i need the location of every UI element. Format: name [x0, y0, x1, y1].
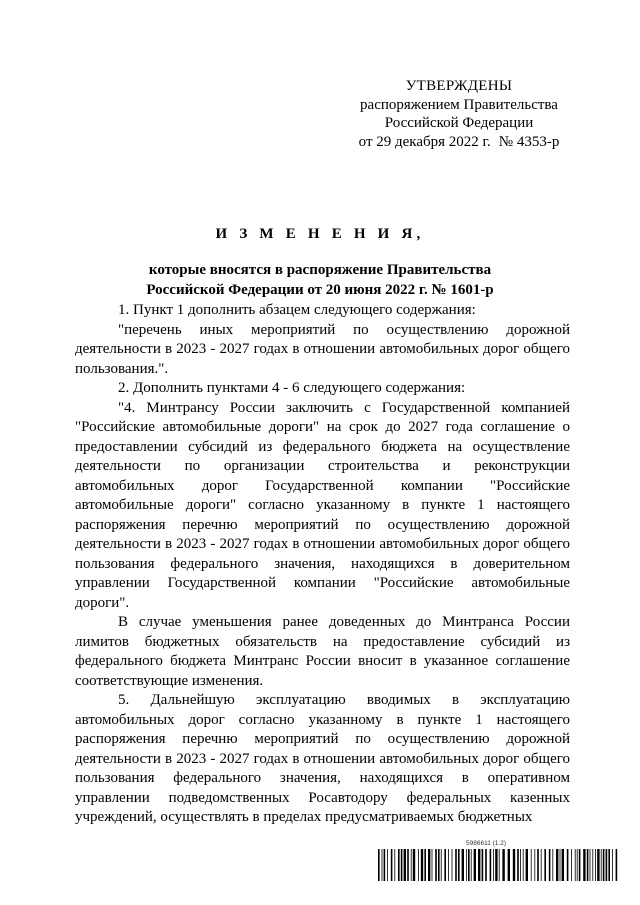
- barcode-bar: [452, 849, 453, 881]
- paragraph-2: "перечень иных мероприятий по осуществлению дорожной деятельности в 2023 - 2027 годах в отношении автомобильных дорог общего пользования.".: [75, 321, 570, 377]
- barcode-bar: [534, 849, 535, 881]
- approval-number: № 4353-р: [498, 133, 560, 150]
- barcode-bar: [567, 849, 569, 881]
- barcode-bar: [448, 849, 449, 881]
- document-title: [60, 224, 580, 300]
- title-main: И З М Е Н Е Н И Я,: [215, 226, 425, 242]
- barcode-bar: [552, 849, 553, 881]
- barcode-bar: [398, 849, 400, 881]
- barcode-bar: [478, 849, 480, 881]
- barcode-bar: [438, 849, 440, 881]
- barcode-bar: [471, 849, 472, 881]
- barcode-bar: [495, 849, 497, 881]
- barcode-bar: [502, 849, 504, 881]
- title-line-2: Российской Федерации от 20 июня 2022 г. № 1601-р: [146, 282, 494, 298]
- barcode-bar: [590, 849, 591, 881]
- barcode-bar: [531, 849, 532, 881]
- barcode-bar: [517, 849, 519, 881]
- paragraph-4: "4. Минтрансу России заключить с Государственной компанией "Российские автомобильные дороги" на срок до 2027 года соглашение о предоставлении субсидий из федерального бюджета на осуществление деятельности по организации строительства и реконструкции автомобильных дорог Государственной компании "Российские автомобильные дороги" согласно указанному в пункте 1 настоящего распоряжения перечню мероприятий по осуществлению дорожной деятельности в 2023 - 2027 годах в отношении автомобильных дорог общего пользования федерального значения, находящихся в доверительном управлении Государственной компании "Российские автомобильные дороги".: [75, 399, 570, 611]
- barcode-bar: [421, 849, 423, 881]
- barcode-bar: [520, 849, 521, 881]
- barcode-bar: [411, 849, 412, 881]
- approval-line-1: распоряжением Правительства: [360, 96, 558, 113]
- approval-date-line: [330, 133, 588, 152]
- approval-date: от 29 декабря 2022 г.: [358, 133, 491, 150]
- barcode-bar: [612, 849, 613, 881]
- barcode-bar: [499, 849, 500, 881]
- barcode-bar: [418, 849, 419, 881]
- barcode-bar: [424, 849, 426, 881]
- barcode-bar: [537, 849, 539, 881]
- barcode-bar: [404, 849, 406, 881]
- barcode-bar: [575, 849, 576, 881]
- barcode-bar: [458, 849, 460, 881]
- barcode-bar: [541, 849, 542, 881]
- barcode-bar: [384, 849, 386, 881]
- barcode-bar: [466, 849, 467, 881]
- barcode-bar: [401, 849, 403, 881]
- approval-heading: УТВЕРЖДЕНЫ: [405, 78, 513, 94]
- barcode-bar: [474, 849, 476, 881]
- paragraph-5: В случае уменьшения ранее доведенных до Минтранса России лимитов бюджетных обязательств на предоставление субсидий из федерального бюджета Минтранс России вносит в указанное соглашение соответствующие изменения.: [75, 614, 570, 689]
- barcode-bar: [432, 849, 433, 881]
- barcode-bar: [462, 849, 464, 881]
- barcode-image: [378, 849, 618, 881]
- barcode-bar: [571, 849, 572, 881]
- barcode-bar: [544, 849, 546, 881]
- barcode-bar: [508, 849, 510, 881]
- barcode-bar: [577, 849, 578, 881]
- barcode-bar: [407, 849, 409, 881]
- approval-stamp: [330, 77, 588, 151]
- barcode-bar: [513, 849, 515, 881]
- barcode-label: 5986611 (1.2): [466, 840, 506, 847]
- barcode-bar: [493, 849, 494, 881]
- barcode-bar: [441, 849, 442, 881]
- barcode-bar: [485, 849, 487, 881]
- paragraph-1: 1. Пункт 1 дополнить абзацем следующего содержания:: [118, 302, 476, 318]
- barcode-bar: [595, 849, 596, 881]
- barcode-bar: [608, 849, 610, 881]
- barcode-bar: [556, 849, 558, 881]
- barcode-bar: [394, 849, 395, 881]
- barcode-bar: [455, 849, 457, 881]
- barcode-bar: [592, 849, 593, 881]
- barcode-bar: [523, 849, 524, 881]
- title-gap: [60, 244, 580, 260]
- barcode-bar: [468, 849, 470, 881]
- paragraph-6: 5. Дальнейшую эксплуатацию вводимых в эксплуатацию автомобильных дорог согласно указанному в пункте 1 настоящего распоряжения перечню мероприятий по осуществлению дорожной деятельности в 2023 - 2027 годах в отношении автомобильных дорог общего пользования федерального значения, находящихся в оперативном управлении подведомственных Росавтодору федеральных казенных учреждений, осуществлять в пределах предусматриваемых бюджетных: [75, 692, 570, 825]
- barcode-bar: [560, 849, 561, 881]
- barcode-bar: [378, 849, 380, 881]
- barcode-bar: [482, 849, 484, 881]
- barcode-bar: [387, 849, 388, 881]
- barcode-bar: [549, 849, 551, 881]
- barcode-bar: [616, 849, 618, 881]
- barcode-bar: [526, 849, 528, 881]
- barcode-bar: [391, 849, 393, 881]
- barcode-bar: [579, 849, 581, 881]
- barcode-bar: [490, 849, 492, 881]
- approval-line-2: Российской Федерации: [384, 115, 534, 131]
- barcode-bar: [444, 849, 446, 881]
- paragraph-3: 2. Дополнить пунктами 4 - 6 следующего содержания:: [118, 380, 466, 396]
- barcode-bar: [562, 849, 564, 881]
- title-line-1: которые вносятся в распоряжение Правительства: [148, 262, 492, 278]
- barcode-bar: [428, 849, 430, 881]
- barcode-bar: [603, 849, 605, 881]
- barcode-bar: [583, 849, 585, 881]
- barcode-bar: [587, 849, 589, 881]
- barcode-bar: [435, 849, 437, 881]
- barcode-bar: [413, 849, 415, 881]
- barcode-bar: [601, 849, 602, 881]
- document-body: [75, 301, 570, 828]
- barcode-bar: [606, 849, 608, 881]
- barcode-bar: [382, 849, 383, 881]
- barcode-bar: [597, 849, 599, 881]
